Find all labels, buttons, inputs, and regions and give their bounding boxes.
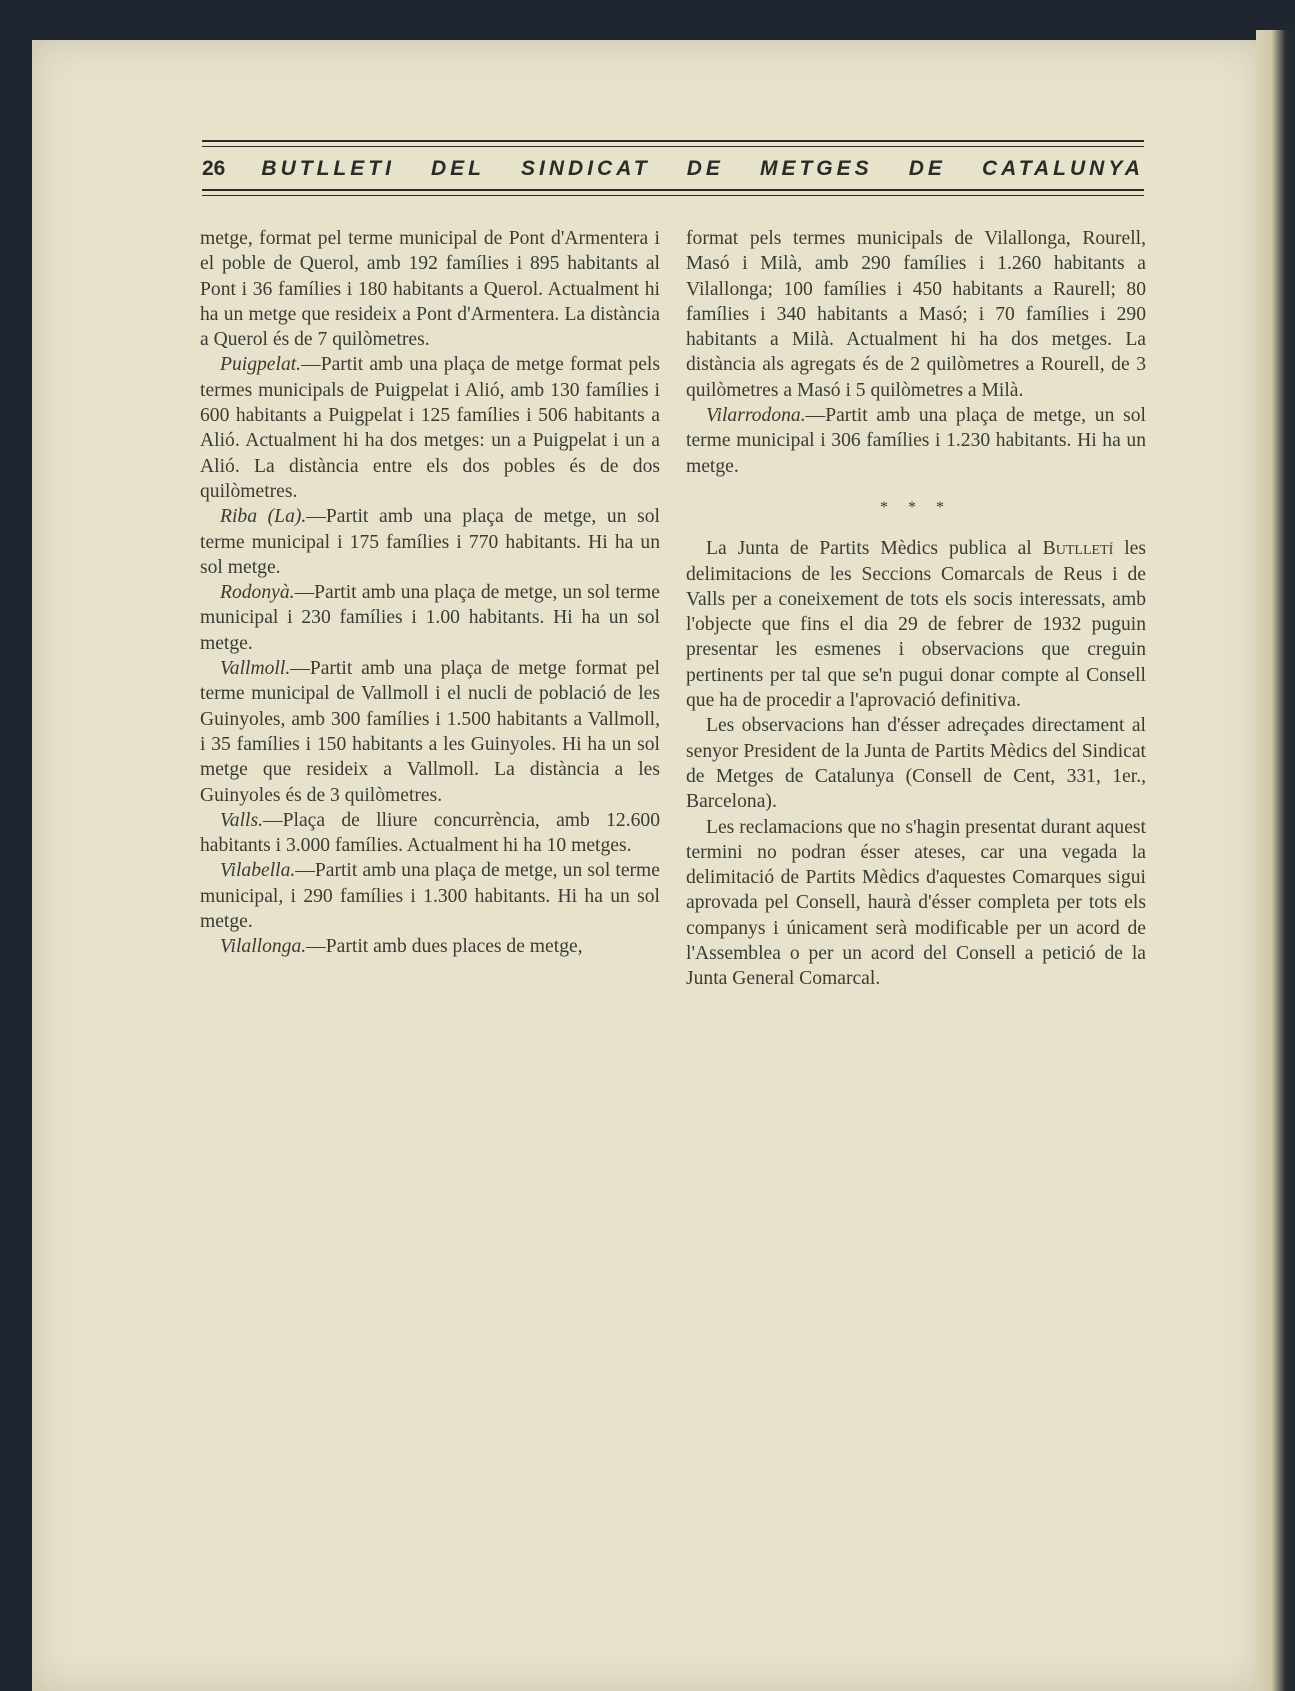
entry-label: Vallmoll. bbox=[220, 658, 291, 680]
paragraph: format pels termes municipals de Vilallonga, Rourell, Masó i Milà, amb 290 famílies i 1.260 habitants a Vilallonga; 100 famílies i 450 habitants a Raurell; 80 famílies i 340 habitants a Masó; i 70 famílies i 290 habitants a Milà. Actualment hi ha dos metges. La distància als agregats és de 2 quilòmetres a Rourell, de 3 quilòmetres a Masó i 5 quilòmetres a Milà. bbox=[686, 228, 1146, 401]
page-edge bbox=[1256, 30, 1295, 1691]
paragraph-vilabella bbox=[200, 858, 660, 934]
paragraph-observacions: Les observacions han d'ésser adreçades directament al senyor President de la Junta de Partits Mèdics del Sindicat de Metges de Catalunya (Consell de Cent, 331, 1er., Barcelona). bbox=[686, 715, 1146, 813]
entry-label: Puigpelat. bbox=[220, 354, 302, 376]
entry-text: —Partit amb dues places de metge, bbox=[306, 936, 583, 958]
entry-text: —Partit amb una plaça de metge, un sol terme municipal i 230 famílies i 1.00 habitants. Hi ha un sol metge. bbox=[200, 582, 660, 654]
entry-text: —Partit amb una plaça de metge format pel terme municipal de Vallmoll i el nucli de població de les Guinyoles, amb 300 famílies i 1.500 habitants a Vallmoll, i 35 famílies i 150 habitants a les Guinyoles. Hi ha un sol metge que resideix a Vallmoll. La distància a les Guinyoles és de 3 quilòmetres. bbox=[200, 658, 660, 806]
entry-label: Rodonyà. bbox=[220, 582, 295, 604]
entry-text: —Partit amb una plaça de metge, un sol terme municipal i 306 famílies i 1.230 habitants. Hi ha un metge. bbox=[686, 405, 1146, 477]
header-rule-bottom bbox=[202, 189, 1144, 191]
header-word: SINDICAT bbox=[521, 157, 651, 180]
page-number: 26 bbox=[202, 157, 226, 180]
paragraph-puigpelat bbox=[200, 352, 660, 504]
entry-label: Valls. bbox=[220, 809, 264, 831]
entry-label: Vilarrodona. bbox=[706, 405, 806, 427]
header-word: DE bbox=[908, 157, 946, 180]
butlleti-smallcaps: Butlletí bbox=[1042, 538, 1114, 560]
section-separator: * * * bbox=[880, 498, 952, 516]
paragraph-reclamacions: Les reclamacions que no s'hagin presentat durant aquest termini no podran ésser ateses, car una vegada la delimitació de Partits Mèdics d'aquestes Comarques sigui aprovada pel Consell, haurà d'ésser completa per tots els companys i únicament serà modificable per un acord de l'Assemblea o per un acord del Consell a petició de la Junta General Comarcal. bbox=[686, 816, 1146, 990]
header-word: DE bbox=[686, 157, 724, 180]
left-column bbox=[200, 226, 660, 960]
entry-text: —Partit amb una plaça de metge, un sol terme municipal, i 290 famílies i 1.300 habitants. Hi ha un sol metge. bbox=[200, 860, 660, 933]
header-word: METGES bbox=[759, 157, 873, 180]
paragraph-vilallonga bbox=[200, 934, 660, 959]
entry-label: Vilabella. bbox=[220, 860, 296, 882]
paragraph-vilarrodona bbox=[686, 403, 1146, 479]
entry-text: —Partit amb una plaça de metge format pels termes municipals de Puigpelat i Alió, amb 130 famílies i 600 habitants a Puigpelat i 125 famílies i 506 habitants a Alió. Actualment hi ha dos metges: un a Puigpelat i un a Alió. La distància entre els dos pobles és de dos quilòmetres. bbox=[200, 354, 660, 502]
header-rule-bottom-thin bbox=[202, 195, 1144, 196]
header-word: BUTLLETI bbox=[261, 157, 395, 180]
header-word: DEL bbox=[430, 157, 485, 180]
paragraph-vallmoll bbox=[200, 656, 660, 808]
paragraph-rodonya bbox=[200, 580, 660, 656]
paragraph-riba bbox=[200, 504, 660, 580]
right-column bbox=[686, 226, 1146, 992]
running-header bbox=[202, 140, 1144, 196]
header-row bbox=[202, 147, 1144, 189]
entry-text: —Plaça de lliure concurrència, amb 12.600 habitants i 3.000 famílies. Actualment hi ha 10 metges. bbox=[200, 809, 660, 857]
text-run: La Junta de Partits Mèdics publica al bbox=[706, 538, 1043, 560]
header-rule-top bbox=[202, 140, 1144, 142]
entry-text: —Partit amb una plaça de metge, un sol terme municipal i 175 famílies i 770 habitants. Hi ha un sol metge. bbox=[200, 506, 661, 578]
entry-label: Riba (La). bbox=[220, 506, 307, 528]
header-word: CATALUNYA bbox=[981, 157, 1144, 180]
text-run: les delimitacions de les Seccions Comarcals de Reus i de Valls per a coneixement de tots els socis interessats, amb l'objecte que fins el dia 29 de febrer de 1932 puguin presentar les esmenes i observacions que creguin pertinents per tal que se'n pugui donar compte al Consell que ha de procedir a l'aprovació definitiva. bbox=[686, 538, 1146, 712]
paragraph-junta bbox=[686, 536, 1146, 713]
paragraph-valls bbox=[200, 808, 660, 859]
entry-label: Vilallonga. bbox=[220, 936, 307, 958]
paragraph: metge, format pel terme municipal de Pont d'Armentera i el poble de Querol, amb 192 famílies i 895 habitants al Pont i 36 famílies i 180 habitants a Querol. Actualment hi ha un metge que resideix a Pont d'Armentera. La distància a Querol és de 7 quilòmetres. bbox=[200, 228, 660, 351]
